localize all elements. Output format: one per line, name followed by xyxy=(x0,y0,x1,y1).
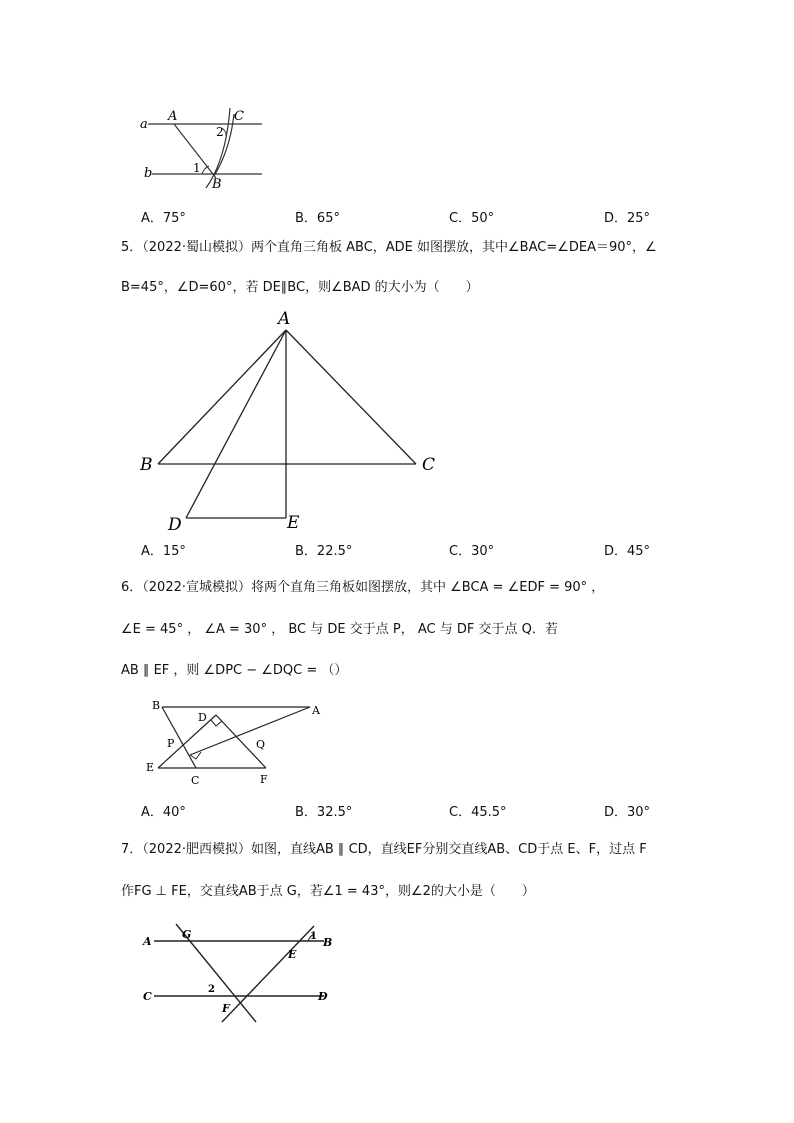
q7-label-2: 2 xyxy=(208,984,215,995)
q4-label-C: C xyxy=(234,109,244,124)
q4-label-b: b xyxy=(144,166,153,181)
q4-option-d[interactable]: D．25° xyxy=(604,211,651,226)
q6-stem-line1: 6．（2022·宣城模拟）将两个直角三角板如图摆放，其中 ∠BCA = ∠EDF = 90° ， xyxy=(121,580,605,595)
q7-label-1: 1 xyxy=(310,931,317,942)
q4-label-1: 1 xyxy=(193,161,201,175)
q6-label-E: E xyxy=(146,761,155,774)
q4-option-a[interactable]: A．75° xyxy=(141,211,186,226)
q6-stem-line3: AB ∥ EF ，则 ∠DPC − ∠DQC = （） xyxy=(121,663,348,678)
q5-stem-line2: B=45°，∠D=60°，若 DE∥BC，则∠BAD 的大小为（ ） xyxy=(121,280,479,295)
q6-option-c[interactable]: C．45.5° xyxy=(449,805,507,820)
q6-label-Q: Q xyxy=(256,738,266,751)
q5-option-d[interactable]: D．45° xyxy=(604,544,651,559)
q7-label-E: E xyxy=(288,948,297,961)
q4-option-b[interactable]: B．65° xyxy=(295,211,340,226)
q7-stem-line2: 作FG ⊥ FE，交直线AB于点 G，若∠1 = 43°，则∠2的大小是（ ） xyxy=(121,884,535,899)
q5-label-C: C xyxy=(422,455,436,475)
q5-label-E: E xyxy=(287,513,300,533)
q4-label-a: a xyxy=(140,117,148,132)
q6-figure xyxy=(140,695,340,795)
q5-stem-line1: 5．（2022·蜀山模拟）两个直角三角板 ABC，ADE 如图摆放，其中∠BAC=∠DEA＝90°，∠ xyxy=(121,240,657,255)
q6-label-F: F xyxy=(260,773,268,786)
q5-label-A: A xyxy=(278,309,291,329)
q5-figure xyxy=(130,300,450,540)
q6-stem-line2: ∠E = 45° ， ∠A = 30° ， BC 与 DE 交于点 P， AC 与 DF 交于点 Q．若 xyxy=(121,622,558,637)
q6-label-P: P xyxy=(167,737,175,750)
q6-option-b[interactable]: B．32.5° xyxy=(295,805,353,820)
q5-label-B: B xyxy=(140,455,153,475)
q7-label-A: A xyxy=(143,935,152,948)
q6-label-A: A xyxy=(312,704,320,717)
q5-option-a[interactable]: A．15° xyxy=(141,544,186,559)
q5-option-b[interactable]: B．22.5° xyxy=(295,544,353,559)
q6-label-D: D xyxy=(198,711,207,724)
q6-label-B: B xyxy=(152,699,161,712)
q5-label-D: D xyxy=(168,515,182,535)
q7-figure xyxy=(138,918,348,1026)
q4-option-c[interactable]: C．50° xyxy=(449,211,495,226)
q7-label-D: D xyxy=(318,990,328,1003)
q7-stem-line1: 7．（2022·肥西模拟）如图，直线AB ∥ CD，直线EF分别交直线AB、CD于点 E、F，过点 F xyxy=(121,842,647,857)
q5-option-c[interactable]: C．30° xyxy=(449,544,495,559)
q7-label-C: C xyxy=(143,990,152,1003)
q4-figure xyxy=(130,100,280,195)
q4-label-2: 2 xyxy=(216,125,224,139)
q6-option-a[interactable]: A．40° xyxy=(141,805,186,820)
q6-label-C: C xyxy=(191,774,200,787)
q4-label-B: B xyxy=(212,177,222,192)
q4-label-A: A xyxy=(168,109,178,124)
q7-label-F: F xyxy=(222,1002,230,1015)
q7-label-B: B xyxy=(323,936,333,949)
q6-option-d[interactable]: D．30° xyxy=(604,805,651,820)
q7-label-G: G xyxy=(182,928,192,941)
